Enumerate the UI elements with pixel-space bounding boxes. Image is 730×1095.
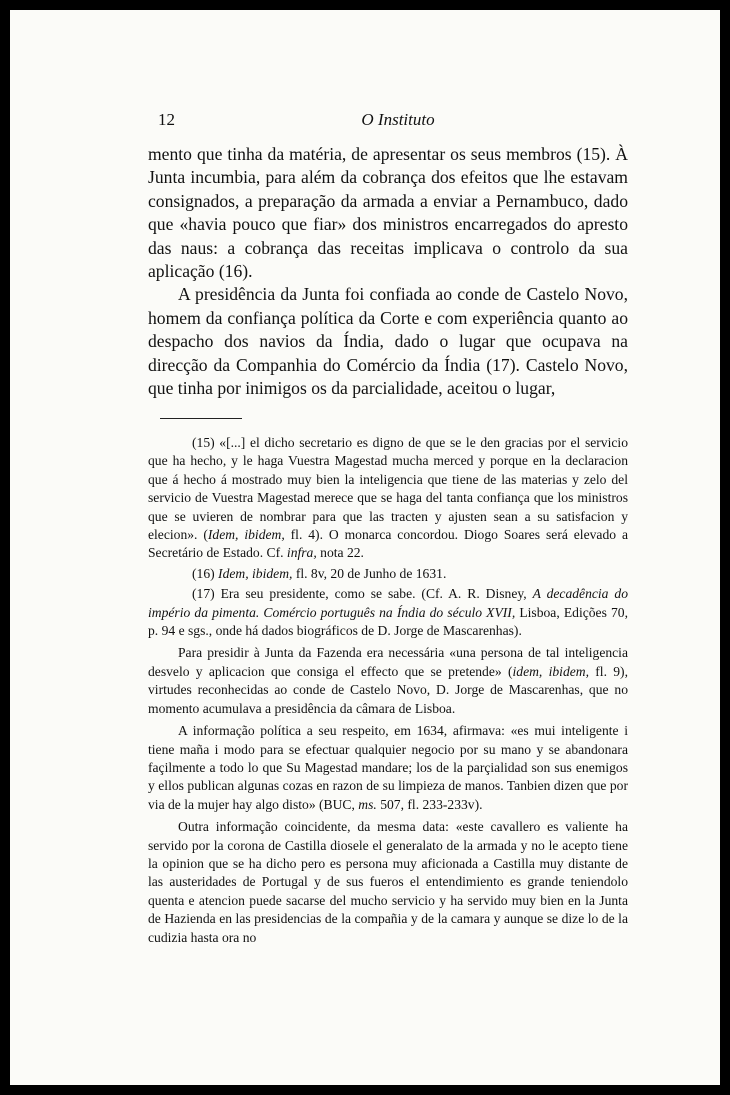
footnote-paragraph-4-a: A informação política a seu respeito, em 1634, afirmava: «es mui inteligente i tiene maña i modo para se efectuar qualquier negocio por su mano y se abandonara façilmente a todo lo que Su Magestad mandare; los de la parçialidad son sus enemigos y ellos publican algunas cozas en razon de su limpieza de manos. Tanbien dizen que por via de la mujer hay algo disto» (BUC, xyxy=(148,723,628,812)
footnote-15-infra: infra, xyxy=(286,545,317,561)
footnote-separator xyxy=(160,418,242,419)
body-paragraph-2: A presidência da Junta foi confiada ao conde de Castelo Novo, homem da confiança política da Corte e com experiência quanto ao despacho dos navios da Índia, dado o lugar que ocupava na direcção da Companhia do Comércio da Índia (17). Castelo Novo, que tinha por inimigos os da parcialidade, aceitou o lugar, xyxy=(148,284,628,399)
body-paragraph-1: mento que tinha da matéria, de apresentar os seus membros (15). À Junta incumbia, para além da cobrança dos efeitos que lhe estavam consignados, a preparação da armada a enviar a Pernambuco, dado que «havia pouco que fiar» dos ministros encarregados do apresto das naus: a cobrança das receitas implicava o controlo da sua aplicação (16). xyxy=(148,144,628,282)
footnote-16-idem: Idem, ibidem, xyxy=(218,565,293,581)
footnote-15-text-a: (15) «[...] el dicho secretario es digno de que se le den gracias por el servicio que ha hecho, y le haga Vuestra Magestad mucha merced y porque en la declaracion que á hecho á mostrado muy bien la inteligencia que tiene de las materias y zelo del servicio de Vuestra Magestad merece que se haga del tanta confiança que los ministros que se uvieren de nombrar para que las tracten y ajusten sean a su satisfacion y elecion». ( xyxy=(148,435,628,543)
main-text xyxy=(148,143,628,400)
footnote-paragraph-3-idem: idem, ibidem, xyxy=(512,663,589,679)
running-title: O Instituto xyxy=(361,110,435,129)
footnote-paragraph-3 xyxy=(148,644,628,718)
footnote-paragraph-4-b: 507, fl. 233-233v). xyxy=(376,796,483,812)
footnote-15-text-c: nota 22. xyxy=(316,545,364,561)
footnote-paragraph-3-a: Para presidir à Junta da Fazenda era necessária «una persona de tal inteligencia desvelo y aplicacion que consiga el effecto que se pretende» ( xyxy=(148,645,628,679)
footnote-17-title: A decadência do império da pimenta. Comércio português na Índia do século XVII, xyxy=(148,586,628,620)
footnote-15-idem: Idem, ibidem, xyxy=(207,527,285,543)
footnote-paragraph-3-b: fl. 9), virtudes reconhecidas ao conde de Castelo Novo, D. Jorge de Mascarenhas, que no momento acumulava a presidência da câmara de Lisboa. xyxy=(148,663,628,716)
footnote-16-text-a: (16) xyxy=(192,565,219,581)
footnote-15-text-b: fl. 4). O monarca concordou. Diogo Soares será elevado a Secretário de Estado. Cf. xyxy=(148,527,628,561)
footnote-paragraph-4-ms: ms. xyxy=(358,796,377,812)
page-number: 12 xyxy=(158,110,175,129)
footnote-16 xyxy=(148,565,628,583)
footnotes xyxy=(148,434,628,949)
footnote-paragraph-4 xyxy=(148,722,628,814)
footnote-16-text-b: fl. 8v, 20 de Junho de 1631. xyxy=(292,565,447,581)
footnote-17-text-b: Lisboa, Edições 70, p. 94 e sgs., onde há dados biográficos de D. Jorge de Mascarenhas). xyxy=(148,604,628,639)
footnote-15 xyxy=(148,434,628,563)
footnote-paragraph-5: Outra informação coincidente, da mesma data: «este cavallero es valiente ha servido por la corona de Castilla diosele el generalato de la armada y no le acepto tiene la opinion que se ha dicho pero es persona muy aficionada a Castilla muy distante de las austeridades de Portugal y de sus fueros el entendimiento es grande teniendolo quenta e atencion puede sacarse del mucho servicio y ha servido muy bien en la Junta de Hazienda en las presidencias de la compañia y de la camara y aunque se dize lo de la cudizia hasta ora no xyxy=(148,819,628,945)
footnote-17-text-a: (17) Era seu presidente, como se sabe. (Cf. A. R. Disney, xyxy=(192,586,533,602)
footnote-17 xyxy=(148,585,628,640)
